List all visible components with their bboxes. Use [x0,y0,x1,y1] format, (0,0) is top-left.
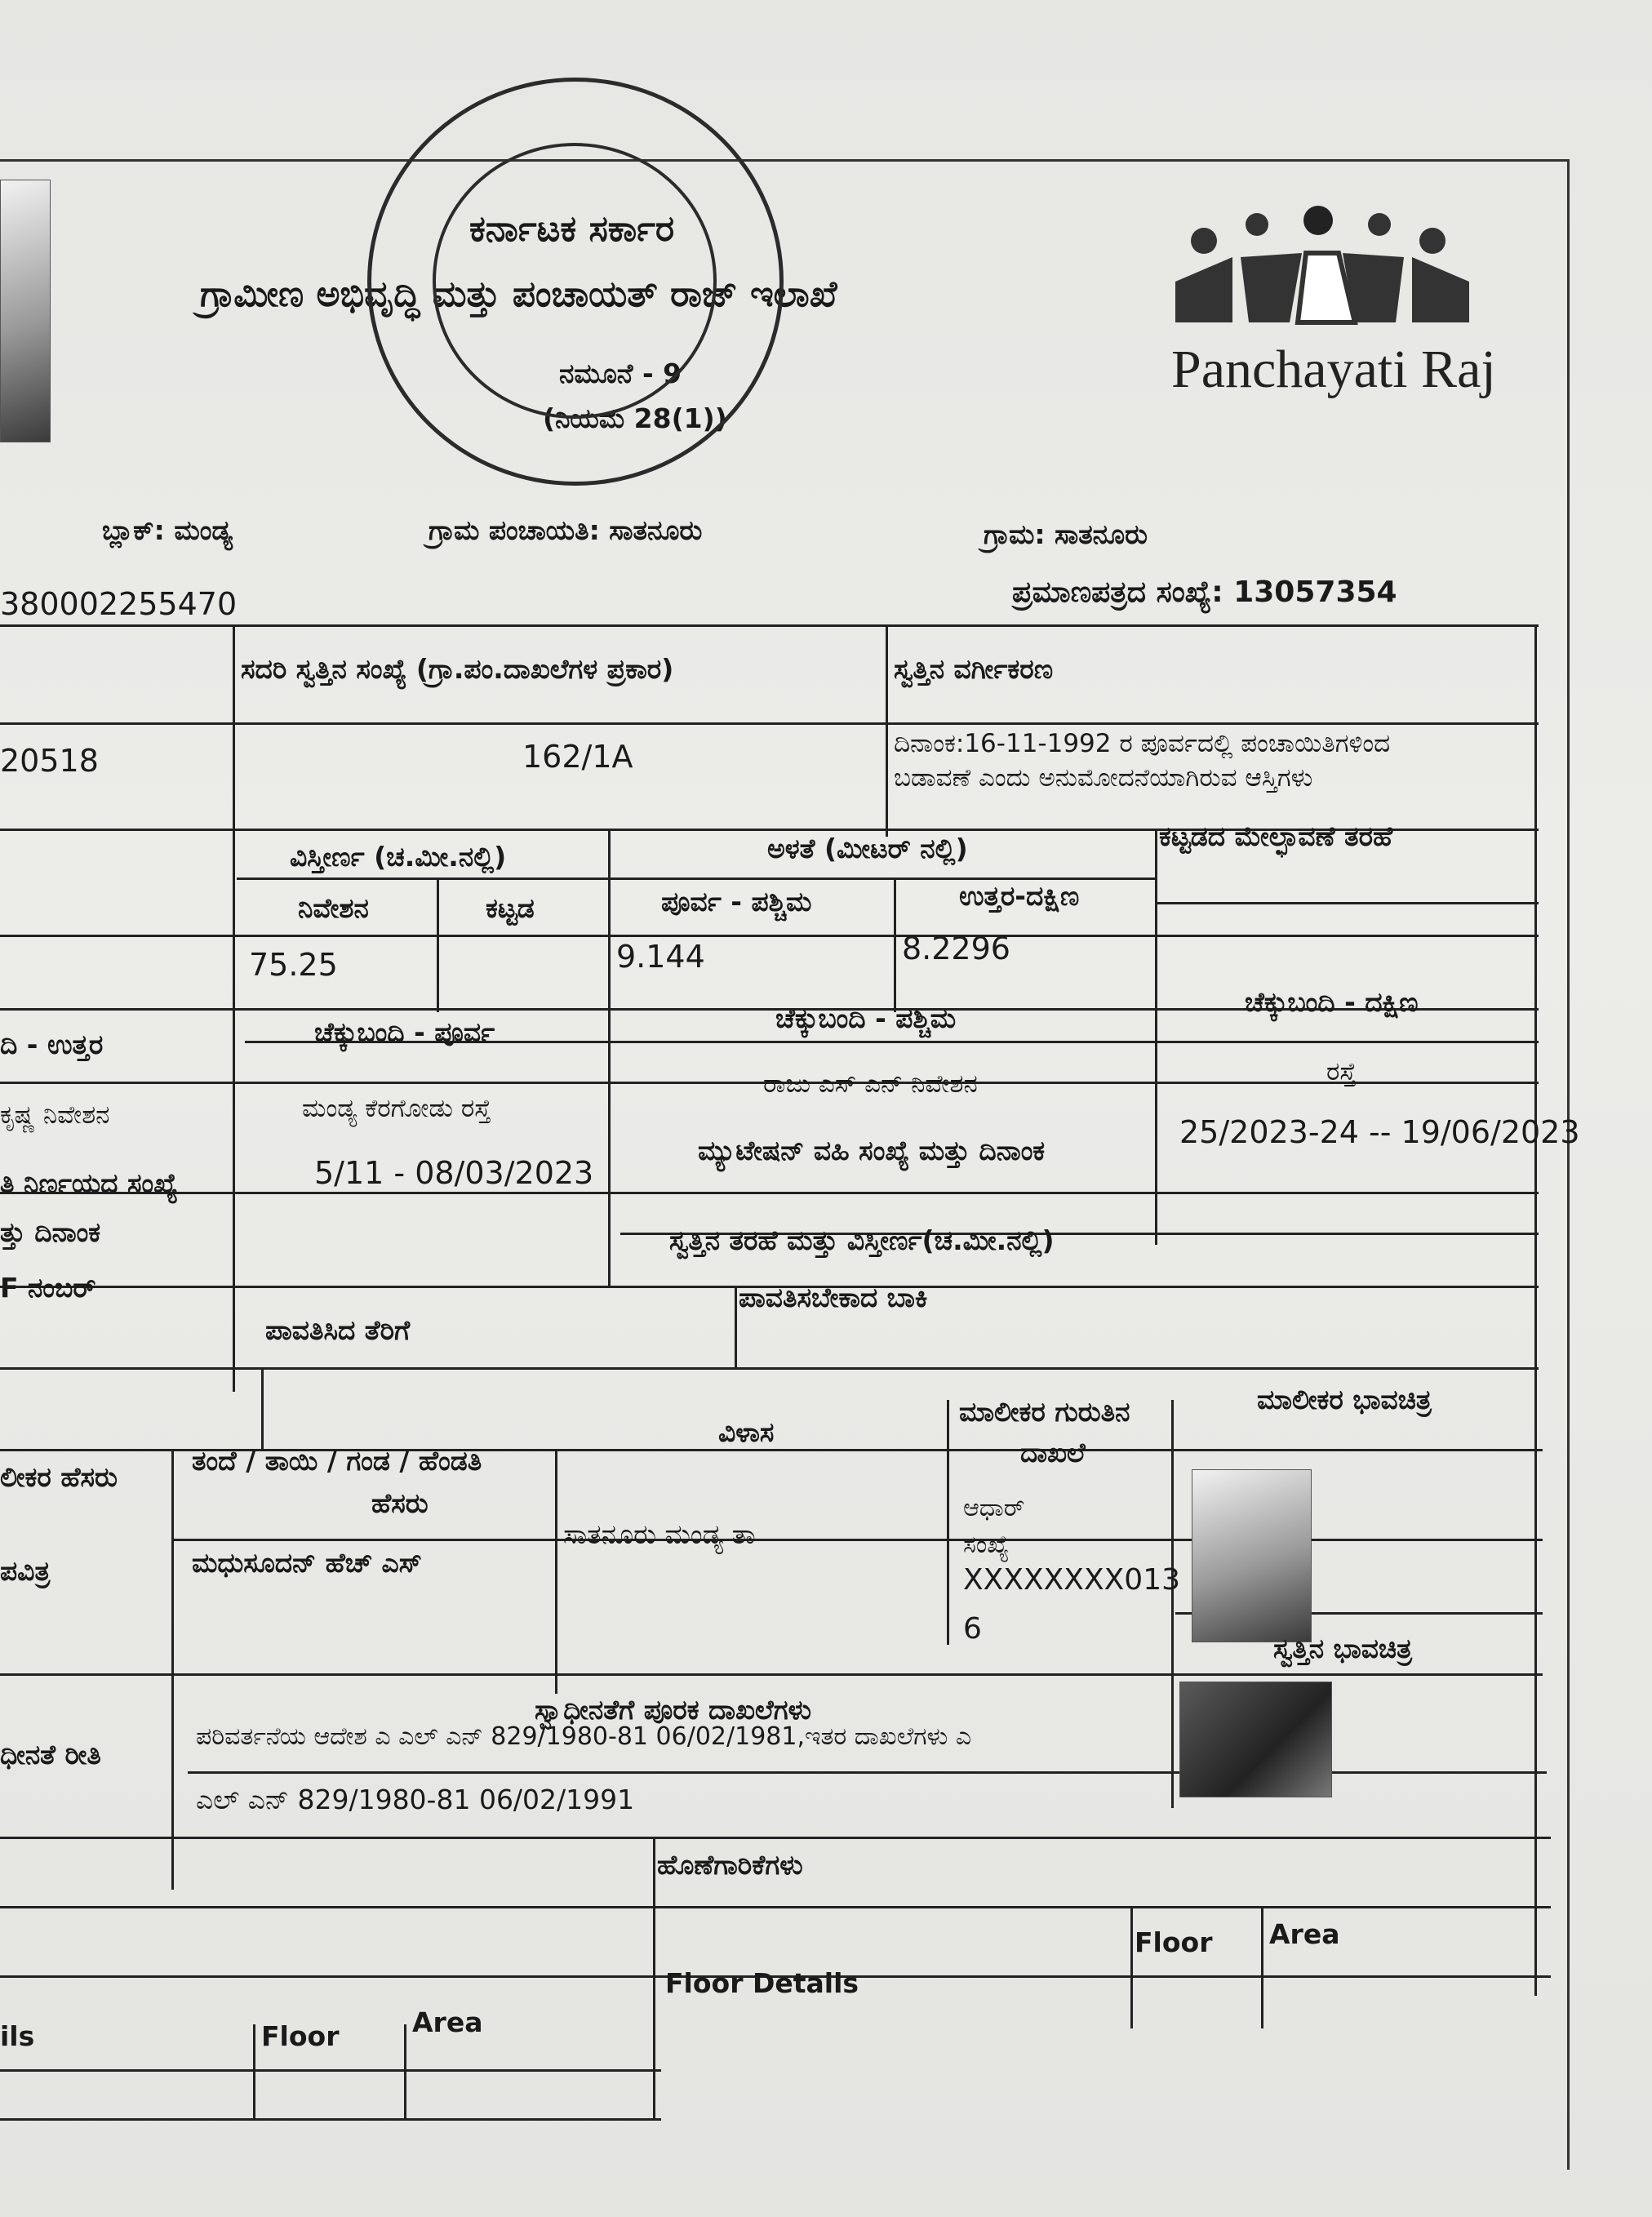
classification-line1: ದಿನಾಂಕ:16-11-1992 ರ ಪೂರ್ವದಲ್ಲಿ ಪಂಚಾಯಿತಿಗಳಿಂದ [894,729,1391,758]
decision-value: 5/11 - 08/03/2023 [314,1155,594,1191]
office-stamp-inner-ring [433,143,717,419]
property-number-label: ಸದರಿ ಸ್ವತ್ತಿನ ಸಂಖ್ಯೆ (ಗ್ರಾ.ಪಂ.ದಾಖಲೆಗಳ ಪ್ರಕಾರ) [241,653,674,685]
north-boundary-value: ಕೃಷ್ಣ ನಿವೇಶನ [0,1100,110,1130]
owner-id-label-line1: ಮಾಲೀಕರ ಗುರುತಿನ [959,1396,1130,1428]
id-type-number-label: ಸಂಖ್ಯೆ [963,1531,1010,1559]
site-label: ನಿವೇಶನ [298,892,369,924]
supporting-documents-line1: ಪರಿವರ್ತನೆಯ ಆದೇಶ ಎ ಎಲ್ ಎನ್ 829/1980-81 06/02/1981,ಇತರ ದಾಖಲೆಗಳು ಎ [196,1722,972,1751]
supporting-documents-line2: ಎಲ್ ಎನ್ 829/1980-81 06/02/1991 [196,1784,635,1815]
building-label: ಕಟ್ಟಡ [486,892,535,924]
village-name: ಗ್ರಾಮ: ಸಾತನೂರು [984,518,1148,550]
right-floor-details-label: Floor Details [665,1967,859,1999]
measurement-label: ಅಳತೆ (ಮೀಟರ್ ನಲ್ಲಿ) [767,833,968,864]
property-photo-label: ಸ್ವತ್ತಿನ ಭಾವಚಿತ್ರ [1273,1633,1412,1664]
property-type-extent-label: ಸ್ವತ್ತಿನ ತರಹೆ ಮತ್ತು ವಿಸ್ತೀರ್ಣ(ಚ.ಮೀ.ನಲ್ಲಿ) [669,1224,1055,1256]
classification-label: ಸ್ವತ್ತಿನ ವರ್ಗೀಕರಣ [894,653,1054,685]
address-value: ಸಾತನೂರು ಮಂಡ್ಯ ತಾ [563,1518,756,1550]
id-type: ಆಧಾರ್ [963,1494,1025,1522]
left-floor-label: Floor [261,2020,340,2052]
ownership-method-label: ಧೀನತೆ ರೀತಿ [0,1739,101,1770]
gram-panchayat-name: ಗ್ರಾಮ ಪಂಚಾಯತಿ: ಸಾತನೂರು [429,514,703,546]
balance-due-label: ಪಾವತಿಸಬೇಕಾದ ಬಾಕಿ [739,1282,928,1313]
north-south-value: 8.2296 [902,931,1010,966]
paid-tax-label: ಪಾವತಿಸಿದ ತೆರಿಗೆ [265,1314,411,1346]
stamp-text: ಕರ್ನಾಟಕ ಸರ್ಕಾರ [469,208,675,250]
rule-number: (ನಿಯಮ 28(1)) [543,402,727,434]
emblem-image [0,180,51,442]
south-boundary-label: ಚೆಕ್ಕುಬಂದಿ - ದಕ್ಷಿಣ [1245,986,1419,1018]
owner-photo [1192,1469,1312,1642]
address-label: ವಿಳಾಸ [718,1416,775,1448]
supporting-documents-label: ಸ್ವಾಧೀನತೆಗೆ ಪೂರಕ ದಾಖಲೆಗಳು [535,1694,812,1726]
liabilities-label: ಹೊಣೆಗಾರಿಕೆಗಳು [657,1849,803,1881]
east-west-value: 9.144 [616,939,705,975]
property-photo [1179,1682,1332,1797]
id-number-value-cont: 6 [963,1612,982,1646]
extent-label: ವಿಸ್ತೀರ್ಣ (ಚ.ಮೀ.ನಲ್ಲಿ) [290,841,507,873]
east-west-label: ಪೂರ್ವ - ಪಶ್ಚಿಮ [661,886,812,917]
west-boundary-value: ರಾಜು ಎಸ್ ಎನ್ ನಿವೇಶನ [763,1069,978,1099]
right-area-label: Area [1269,1918,1340,1950]
left-id-number: 380002255470 [0,586,238,622]
block-name: ಬ್ಲಾಕ್: ಮಂಡ್ಯ [102,514,233,546]
south-boundary-value: ರಸ್ತೆ [1326,1057,1357,1086]
west-boundary-label: ಚೆಕ್ಕುಬಂದಿ - ಪಶ್ಚಿಮ [775,1002,957,1034]
left-value: 20518 [0,743,99,779]
owner-name-value: ಪವಿತ್ರ [0,1555,51,1587]
department-title: ಗ್ರಾಮೀಣ ಅಭಿವೃದ್ಧಿ ಮತ್ತು ಪಂಚಾಯತ್ ರಾಜ್ ಇಲಾಖೆ [200,273,837,315]
left-floor-details-label: ils [0,2020,35,2052]
number-label: F ನಂಬರ್ [0,1272,96,1304]
site-area-value: 75.25 [249,947,338,983]
relation-name-value: ಮಧುಸೂದನ್ ಹೆಚ್ ಎಸ್ [192,1547,422,1579]
right-floor-label: Floor [1135,1926,1213,1958]
left-area-label: Area [412,2006,483,2038]
roof-type-label: ಕಟ್ಟಡದ ಮೇಲ್ಛಾವಣೆ ತರಹೆ [1159,820,1393,852]
logo-text: Panchayati Raj [1171,340,1496,399]
north-south-label: ಉತ್ತರ-ದಕ್ಷಿಣ [959,880,1080,912]
property-number-value: 162/1A [522,739,633,775]
id-number-value: XXXXXXXX013 [963,1563,1181,1597]
owner-id-label-line2: ದಾಖಲೆ [1020,1437,1086,1468]
decision-label-line2: ತ್ತು ದಿನಾಂಕ [0,1216,101,1248]
panchayati-raj-logo-icon [1167,200,1477,331]
mutation-label: ಮ್ಯುಟೇಷನ್ ವಹಿ ಸಂಖ್ಯೆ ಮತ್ತು ದಿನಾಂಕ [698,1135,1046,1166]
form-number: ನಮೂನೆ - 9 [559,358,682,389]
decision-label-line1: ತಿ ನಿರ್ಣಯದ ಸಂಖ್ಯೆ [0,1167,179,1199]
east-boundary-value: ಮಂಡ್ಯ ಕೆರಗೋಡು ರಸ್ತೆ [302,1094,491,1123]
certificate-number: ಪ್ರಮಾಣಪತ್ರದ ಸಂಖ್ಯೆ: 13057354 [1012,575,1397,609]
owner-photo-label: ಮಾಲೀಕರ ಭಾವಚಿತ್ರ [1257,1384,1432,1415]
owner-name-label: ಲೀಕರ ಹೆಸರು [0,1461,118,1493]
north-boundary-label: ದಿ - ಉತ್ತರ [0,1029,104,1060]
mutation-value: 25/2023-24 -- 19/06/2023 [1179,1114,1580,1150]
east-boundary-label: ಚೆಕ್ಕುಬಂದಿ - ಪೂರ್ವ [314,1016,495,1048]
relation-label-line2: ಹೆಸರು [371,1487,429,1519]
relation-label-line1: ತಂದೆ / ತಾಯಿ / ಗಂಡ / ಹೆಂಡತಿ [192,1445,482,1477]
classification-line2: ಬಡಾವಣೆ ಎಂದು ಅನುಮೋದನೆಯಾಗಿರುವ ಆಸ್ತಿಗಳು [894,763,1313,793]
